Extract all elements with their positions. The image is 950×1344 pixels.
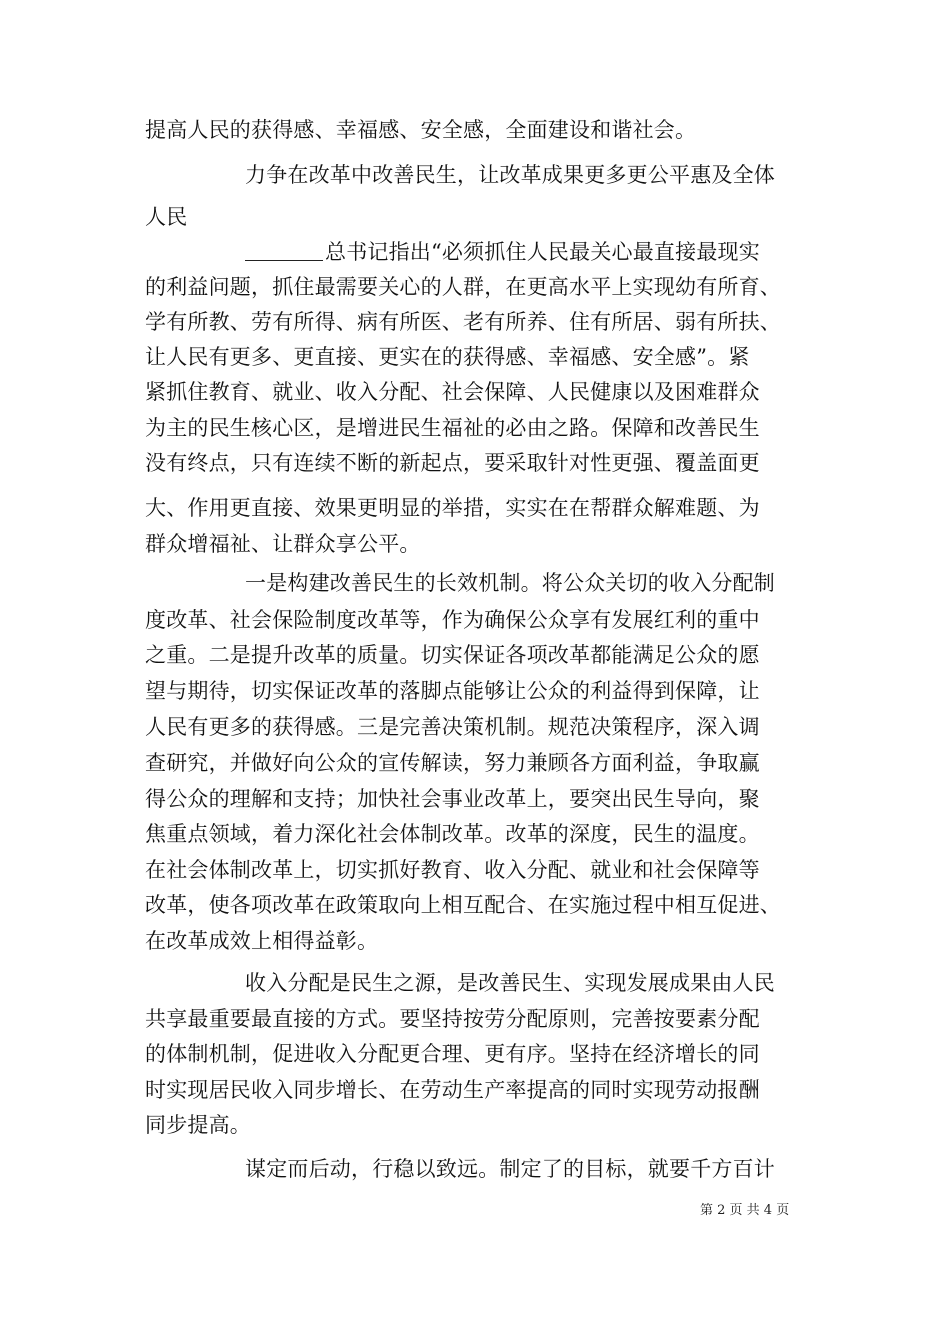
text-line: 改革，使各项改革在政策取向上相互配合、在实施过程中相互促进、 (145, 893, 781, 917)
text-line: 共享最重要最直接的方式。要坚持按劳分配原则，完善按要素分配 (145, 1007, 760, 1031)
text-line-content: 总书记指出“必须抓住人民最关心最直接最现实 (325, 240, 760, 264)
text-line: 学有所教、劳有所得、病有所医、老有所养、住有所居、弱有所扶、 (145, 310, 781, 334)
page-number-footer: 第 2 页 共 4 页 (700, 1203, 790, 1218)
text-line: 望与期待，切实保证改革的落脚点能够让公众的利益得到保障，让 (145, 679, 760, 703)
text-line: 得公众的理解和支持；加快社会事业改革上，要突出民生导向，聚 (145, 787, 760, 811)
text-line: 让人民有更多、更直接、更实在的获得感、幸福感、安全感”。紧 (145, 345, 750, 369)
text-line: 谋定而后动，行稳以致远。制定了的目标，就要千方百计 (245, 1157, 775, 1181)
text-line: 焦重点领域，着力深化社会体制改革。改革的深度，民生的温度。 (145, 822, 760, 846)
text-line: 大、作用更直接、效果更明显的举措，实实在在帮群众解难题、为 (145, 496, 760, 520)
text-line: 之重。二是提升改革的质量。切实保证各项改革都能满足公众的愿 (145, 643, 760, 667)
text-line: 时实现居民收入同步增长、在劳动生产率提高的同时实现劳动报酬 (145, 1078, 760, 1102)
text-line: 人民 (145, 205, 188, 229)
text-line: 力争在改革中改善民生，让改革成果更多更公平惠及全体 (245, 163, 775, 187)
text-line (245, 235, 760, 270)
text-line: 没有终点，只有连续不断的新起点，要采取针对性更强、覆盖面更 (145, 451, 760, 475)
text-line: 的体制机制，促进收入分配更合理、更有序。坚持在经济增长的同 (145, 1042, 760, 1066)
text-line: 紧抓住教育、就业、收入分配、社会保障、人民健康以及困难群众 (145, 380, 760, 404)
text-line: 度改革、社会保险制度改革等，作为确保公众享有发展红利的重中 (145, 608, 760, 632)
text-line: 收入分配是民生之源，是改善民生、实现发展成果由人民 (245, 971, 775, 995)
text-line: 的利益问题，抓住最需要关心的人群，在更高水平上实现幼有所育、 (145, 275, 781, 299)
text-line: 在改革成效上相得益彰。 (145, 929, 379, 953)
text-line: 提高人民的获得感、幸福感、安全感，全面建设和谐社会。 (145, 118, 697, 142)
text-line: 同步提高。 (145, 1113, 251, 1137)
text-line: 一是构建改善民生的长效机制。将公众关切的收入分配制 (245, 571, 775, 595)
text-line: 查研究，并做好向公众的宣传解读，努力兼顾各方面利益，争取赢 (145, 751, 760, 775)
text-line: 群众增福祉、让群众享公平。 (145, 532, 421, 556)
text-line: 人民有更多的获得感。三是完善决策机制。规范决策程序，深入调 (145, 715, 760, 739)
name-blank (245, 238, 323, 261)
text-line: 在社会体制改革上，切实抓好教育、收入分配、就业和社会保障等 (145, 858, 760, 882)
text-line: 为主的民生核心区，是增进民生福祉的必由之路。保障和改善民生 (145, 416, 760, 440)
